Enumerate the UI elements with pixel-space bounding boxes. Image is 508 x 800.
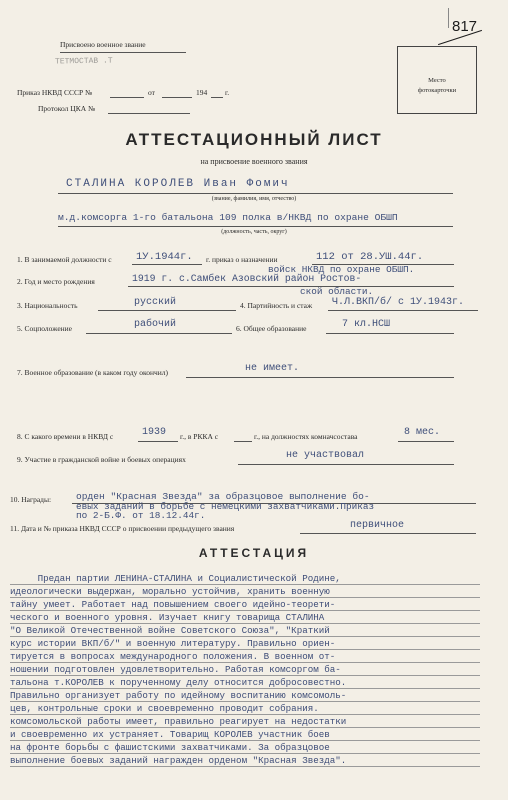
field-6-value: 7 кл.НСШ bbox=[342, 319, 391, 330]
field-4-value: Ч.Л.ВКП/б/ с 1У.1943г. bbox=[332, 297, 465, 308]
attestation-line: Правильно организует работу по идейному воспитанию комсомоль- bbox=[10, 690, 347, 701]
field-11-line bbox=[300, 533, 476, 534]
field-11-value: первичное bbox=[350, 520, 405, 531]
attestation-line: и своевременно их устраняет. Товарищ КОРОЛЕВ участник боев bbox=[10, 729, 330, 740]
attestation-rule bbox=[10, 688, 480, 689]
field-3-label: 3. Национальность bbox=[17, 301, 78, 310]
photo-label-2: фотокарточки bbox=[417, 87, 457, 94]
order-year: 194 bbox=[196, 88, 208, 97]
order-number-line bbox=[110, 97, 144, 98]
attestation-rule bbox=[10, 649, 480, 650]
order-from-label: от bbox=[148, 88, 155, 97]
field-8-year: 1939 bbox=[142, 427, 167, 438]
field-5-value: рабочий bbox=[134, 319, 177, 330]
field-8-year-line bbox=[138, 441, 178, 442]
order-year-line bbox=[211, 97, 223, 98]
person-name: СТАЛИНА КОРОЛЕВ Иван Фомич bbox=[66, 178, 290, 190]
field-10-line-1: орден "Красная Звезда" за образцовое выполнение бо- bbox=[76, 491, 370, 502]
attestation-rule bbox=[10, 714, 480, 715]
name-caption: (звание, фамилия, имя, отчество) bbox=[211, 196, 297, 202]
field-8-mid: г., в РККА с bbox=[180, 432, 219, 441]
field-1-date: 1У.1944г. bbox=[136, 251, 193, 263]
attestation-rule bbox=[10, 597, 480, 598]
field-5-label: 5. Соцположение bbox=[17, 324, 73, 333]
faded-stamp: ТЕТМОСТАВ .Т bbox=[54, 56, 113, 67]
attestation-rule bbox=[10, 610, 480, 611]
attestation-rule bbox=[10, 675, 480, 676]
attestation-line: курс истории ВКП/б/" и военную литературу. Правильно ориен- bbox=[10, 638, 336, 649]
attestation-line: ношении подготовлен удовлетворительно. Работая комсоргом ба- bbox=[10, 664, 341, 675]
position-caption: (должность, часть, округ) bbox=[221, 229, 287, 235]
field-7-label: 7. Военное образование (в каком году окончил) bbox=[17, 368, 168, 377]
field-6-line bbox=[326, 333, 454, 334]
attestation-rule bbox=[10, 636, 480, 637]
field-8-value: 8 мес. bbox=[404, 427, 441, 438]
position-value: м.д.комсорга 1-го батальона 109 полка в/НКВД по охране ОБШП bbox=[58, 212, 398, 223]
attestation-line: выполнение боевых заданий награжден орденом "Красная Звезда". bbox=[10, 755, 347, 766]
field-8-line bbox=[398, 441, 454, 442]
field-1-order: 112 от 28.УШ.44г. bbox=[316, 251, 424, 263]
field-10-label: 10. Награды: bbox=[10, 495, 52, 504]
field-10-line-2: евых заданий в борьбе с немецкими захватчиками.Приказ bbox=[76, 501, 375, 512]
archive-number: 817 bbox=[452, 18, 478, 35]
protocol-line bbox=[108, 113, 190, 114]
document-subtitle: на присвоение военного звания bbox=[200, 157, 308, 166]
photo-label-1: Место bbox=[428, 77, 446, 84]
assigned-rank-line bbox=[60, 52, 186, 53]
field-9-line bbox=[238, 464, 454, 465]
field-1-continuation: войск НКВД по охране ОБШП. bbox=[268, 264, 415, 275]
protocol-label: Протокол ЦКА № bbox=[38, 104, 96, 113]
field-3-line bbox=[98, 310, 236, 311]
attestation-line: идеологически выдержан, морально устойчив, хранить военную bbox=[10, 586, 330, 597]
order-date-line bbox=[162, 97, 192, 98]
field-2-value: 1919 г. с.Самбек Азовский район Ростов- bbox=[132, 273, 362, 284]
margin-mark bbox=[448, 8, 449, 28]
field-4-label: 4. Партийность и стаж bbox=[240, 301, 313, 310]
attestation-line: тируется в вопросах международного положения. В военном от- bbox=[10, 651, 336, 662]
document-title: АТТЕСТАЦИОННЫЙ ЛИСТ bbox=[125, 130, 383, 149]
attestation-rule bbox=[10, 623, 480, 624]
attestation-rule bbox=[10, 701, 480, 702]
attestation-line: ческого и военного уровня. Изучает книгу товарища СТАЛИНА bbox=[10, 612, 325, 623]
field-5-line bbox=[86, 333, 232, 334]
attestation-rule bbox=[10, 584, 480, 585]
attestation-line: цев, контрольные сроки и своевременно проводит собрания. bbox=[10, 703, 319, 714]
field-7-line bbox=[186, 377, 454, 378]
field-2-label: 2. Год и место рождения bbox=[17, 277, 95, 286]
field-2-line bbox=[128, 286, 454, 287]
attestation-line: тальона т.КОРОЛЕВ к порученному делу относится добросовестно. bbox=[10, 677, 347, 688]
field-8-label: 8. С какого времени в НКВД с bbox=[17, 432, 114, 441]
field-1-label: 1. В занимаемой должности с bbox=[17, 255, 112, 264]
field-1-date-line bbox=[132, 264, 202, 265]
field-9-label: 9. Участие в гражданской войне и боевых операциях bbox=[17, 455, 186, 464]
attestation-line: на фронте борьбы с фашистскими захватчиками. За образцовое bbox=[10, 742, 330, 753]
attestation-rule bbox=[10, 662, 480, 663]
attestation-line: комсомольской работы имеет, правильно реагирует на недостатки bbox=[10, 716, 347, 727]
field-3-value: русский bbox=[134, 297, 177, 308]
attestation-rule bbox=[10, 727, 480, 728]
attestation-heading: АТТЕСТАЦИЯ bbox=[198, 546, 310, 560]
attestation-line: Предан партии ЛЕНИНА-СТАЛИНА и Социалистической Родине, bbox=[10, 573, 341, 584]
photo-placeholder-box bbox=[397, 46, 477, 114]
field-8-rkka-line bbox=[234, 441, 252, 442]
attestation-line: "О Великой Отечественной войне Советского Союза", "Краткий bbox=[10, 625, 330, 636]
field-6-label: 6. Общее образование bbox=[236, 324, 307, 333]
field-10-line-3: по 2-Б.Ф. от 18.12.44г. bbox=[76, 510, 206, 521]
field-9-value: не участвовал bbox=[286, 450, 365, 461]
attestation-rule bbox=[10, 753, 480, 754]
field-1-mid: г. приказ о назначении bbox=[206, 255, 278, 264]
field-7-value: не имеет. bbox=[245, 363, 300, 374]
field-8-rest: г., на должностях комначсостава bbox=[254, 432, 358, 441]
name-line bbox=[58, 193, 453, 194]
attestation-rule bbox=[10, 740, 480, 741]
field-4-line bbox=[328, 310, 478, 311]
assigned-rank-label: Присвоено военное звание bbox=[60, 40, 146, 49]
position-line bbox=[58, 226, 453, 227]
field-11-label: 11. Дата и № приказа НКВД СССР о присвоении предыдущего звания bbox=[10, 524, 235, 533]
order-g: г. bbox=[225, 88, 230, 97]
order-label: Приказ НКВД СССР № bbox=[17, 88, 93, 97]
attestation-line: тайну умеет. Работает над повышением своего идейно-теорети- bbox=[10, 599, 336, 610]
field-2-continuation: ской области. bbox=[300, 286, 374, 297]
attestation-rule bbox=[10, 766, 480, 767]
